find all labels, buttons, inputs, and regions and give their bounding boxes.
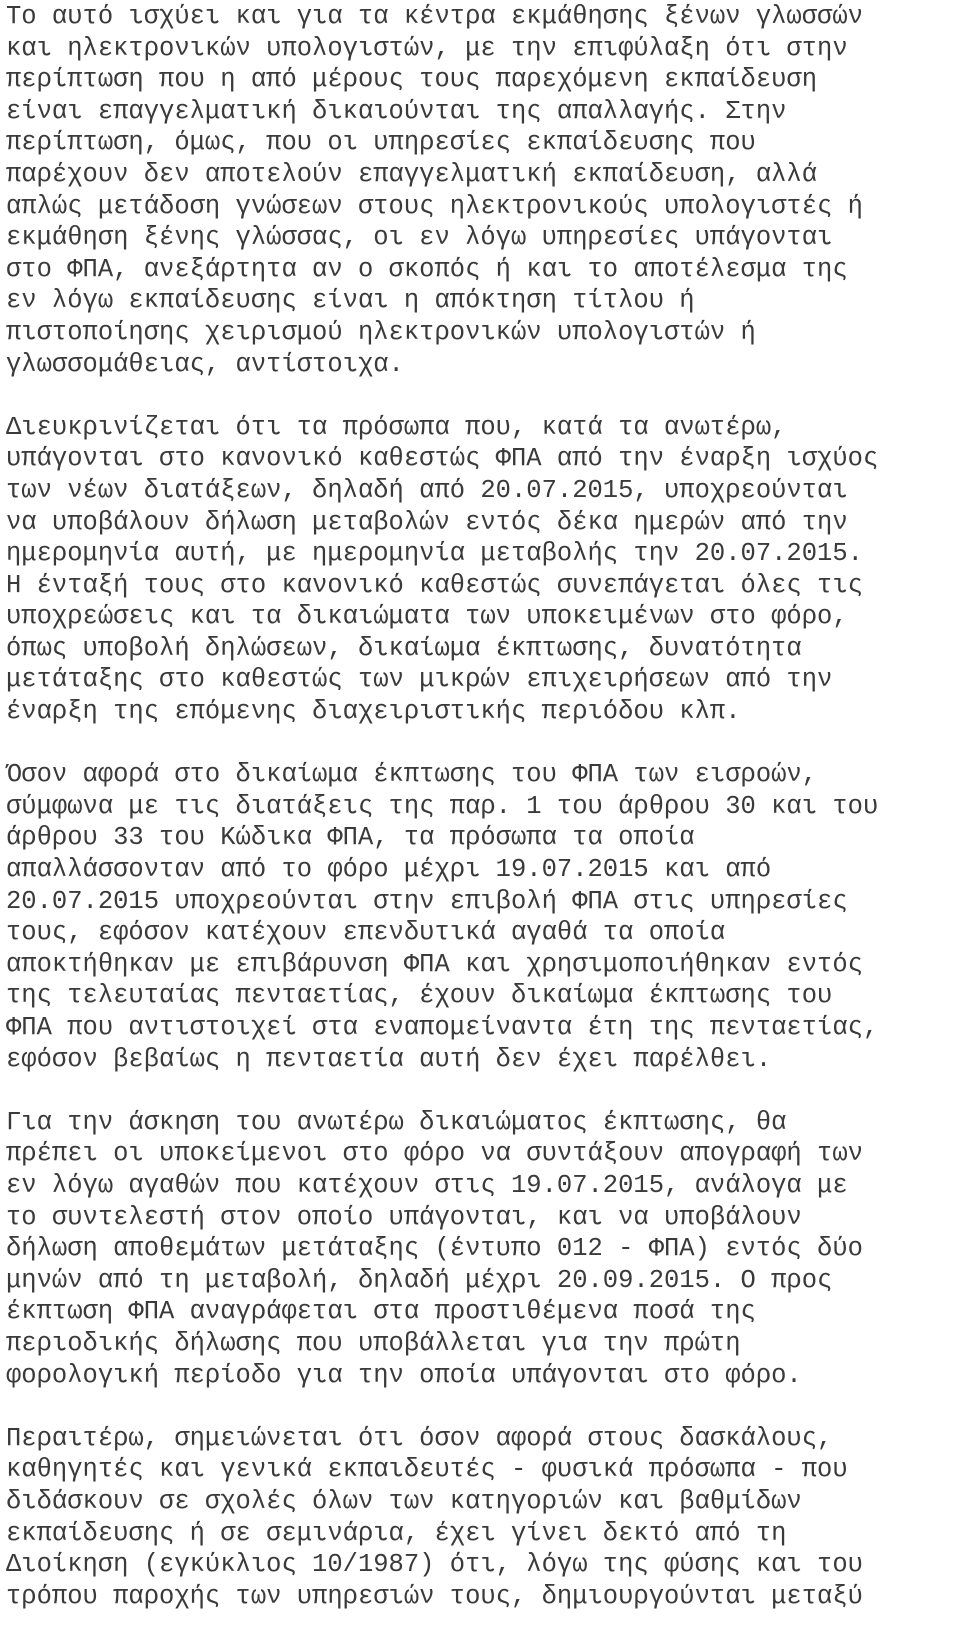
text-line: σύμφωνα με τις διατάξεις της παρ. 1 του άρθρου 30 και του	[6, 791, 879, 821]
text-line: αποκτήθηκαν με επιβάρυνση ΦΠΑ και χρησιμοποιήθηκαν εντός	[6, 949, 863, 979]
paragraph-1	[6, 1, 956, 380]
text-line: εφόσον βεβαίως η πενταετία αυτή δεν έχει παρέλθει.	[6, 1044, 772, 1074]
text-line: μετάταξης στο καθεστώς των μικρών επιχειρήσεων από την	[6, 665, 833, 695]
text-line: να υποβάλουν δήλωση μεταβολών εντός δέκα ημερών από την	[6, 507, 848, 537]
text-line: Περαιτέρω, σημειώνεται ότι όσον αφορά στους δασκάλους,	[6, 1423, 833, 1453]
text-line: περιοδικής δήλωσης που υποβάλλεται για την πρώτη	[6, 1328, 741, 1358]
paragraph-2	[6, 412, 956, 728]
document-body	[6, 1, 956, 1644]
text-line: φορολογική περίοδο για την οποία υπάγονται στο φόρο.	[6, 1360, 802, 1390]
text-line: απλώς μετάδοση γνώσεων στους ηλεκτρονικούς υπολογιστές ή	[6, 191, 863, 221]
text-line: 20.07.2015 υποχρεούνται στην επιβολή ΦΠΑ στις υπηρεσίες	[6, 886, 848, 916]
text-line: τους, εφόσον κατέχουν επενδυτικά αγαθά τα οποία	[6, 918, 726, 948]
paragraph-5	[6, 1423, 956, 1613]
text-line: υποχρεώσεις και τα δικαιώματα των υποκειμένων στο φόρο,	[6, 602, 848, 632]
text-line: ημερομηνία αυτή, με ημερομηνία μεταβολής την 20.07.2015.	[6, 539, 863, 569]
text-line: ΦΠΑ που αντιστοιχεί στα εναπομείναντα έτη της πενταετίας,	[6, 1013, 879, 1042]
text-line: πρέπει οι υποκείμενοι στο φόρο να συντάξουν απογραφή των	[6, 1139, 863, 1169]
paragraph-3	[6, 759, 956, 1075]
text-line: διδάσκουν σε σχολές όλων των κατηγοριών και βαθμίδων	[6, 1486, 802, 1516]
text-line: άρθρου 33 του Κώδικα ΦΠΑ, τα πρόσωπα τα οποία	[6, 823, 695, 853]
text-line: στο ΦΠΑ, ανεξάρτητα αν ο σκοπός ή και το αποτέλεσμα της	[6, 254, 848, 284]
text-line: παρέχουν δεν αποτελούν επαγγελματική εκπαίδευση, αλλά	[6, 159, 818, 189]
text-line: εν λόγω εκπαίδευσης είναι η απόκτηση τίτλου ή	[6, 286, 695, 316]
text-line: μηνών από τη μεταβολή, δηλαδή μέχρι 20.09.2015. Ο προς	[6, 1265, 833, 1295]
text-line: και ηλεκτρονικών υπολογιστών, με την επιφύλαξη ότι στην	[6, 33, 848, 63]
text-line: έκπτωση ΦΠΑ αναγράφεται στα προστιθέμενα ποσά της	[6, 1297, 756, 1327]
paragraph-4	[6, 1107, 956, 1391]
text-line: Διοίκηση (εγκύκλιος 10/1987) ότι, λόγω της φύσης και του	[6, 1550, 863, 1580]
text-line: είναι επαγγελματική δικαιούνται της απαλλαγής. Στην	[6, 96, 787, 126]
text-line: Η ένταξή τους στο κανονικό καθεστώς συνεπάγεται όλες τις	[6, 570, 863, 600]
text-line: περίπτωση, όμως, που οι υπηρεσίες εκπαίδευσης που	[6, 128, 756, 158]
text-line: Το αυτό ισχύει και για τα κέντρα εκμάθησης ξένων γλωσσών	[6, 2, 863, 31]
text-line: γλωσσομάθειας, αντίστοιχα.	[6, 349, 404, 379]
text-line: της τελευταίας πενταετίας, έχουν δικαίωμα έκπτωσης του	[6, 981, 833, 1011]
text-line: εν λόγω αγαθών που κατέχουν στις 19.07.2015, ανάλογα με	[6, 1170, 848, 1200]
text-line: το συντελεστή στον οποίο υπάγονται, και να υποβάλουν	[6, 1202, 802, 1232]
text-line: υπάγονται στο κανονικό καθεστώς ΦΠΑ από την έναρξη ισχύος	[6, 444, 879, 474]
text-line: καθηγητές και γενικά εκπαιδευτές - φυσικά πρόσωπα - που	[6, 1455, 848, 1485]
text-line: Για την άσκηση του ανωτέρω δικαιώματος έκπτωσης, θα	[6, 1107, 787, 1137]
text-line: πιστοποίησης χειρισμού ηλεκτρονικών υπολογιστών ή	[6, 317, 756, 347]
text-line: απαλλάσσονταν από το φόρο μέχρι 19.07.2015 και από	[6, 855, 772, 885]
text-line: εκπαίδευσης ή σε σεμινάρια, έχει γίνει δεκτό από τη	[6, 1518, 787, 1548]
text-line: έναρξη της επόμενης διαχειριστικής περιόδου κλπ.	[6, 697, 741, 727]
text-line: Όσον αφορά στο δικαίωμα έκπτωσης του ΦΠΑ των εισροών,	[6, 760, 818, 790]
text-line: των νέων διατάξεων, δηλαδή από 20.07.2015, υποχρεούνται	[6, 475, 848, 505]
text-line: τρόπου παροχής των υπηρεσιών τους, δημιουργούνται μεταξύ	[6, 1581, 863, 1611]
text-line: περίπτωση που η από μέρους τους παρεχόμενη εκπαίδευση	[6, 65, 818, 95]
text-line: δήλωση αποθεμάτων μετάταξης (έντυπο 012 - ΦΠΑ) εντός δύο	[6, 1234, 863, 1264]
text-line: εκμάθηση ξένης γλώσσας, οι εν λόγω υπηρεσίες υπάγονται	[6, 223, 833, 253]
text-line: Διευκρινίζεται ότι τα πρόσωπα που, κατά τα ανωτέρω,	[6, 412, 787, 442]
text-line: όπως υποβολή δηλώσεων, δικαίωμα έκπτωσης, δυνατότητα	[6, 633, 802, 663]
